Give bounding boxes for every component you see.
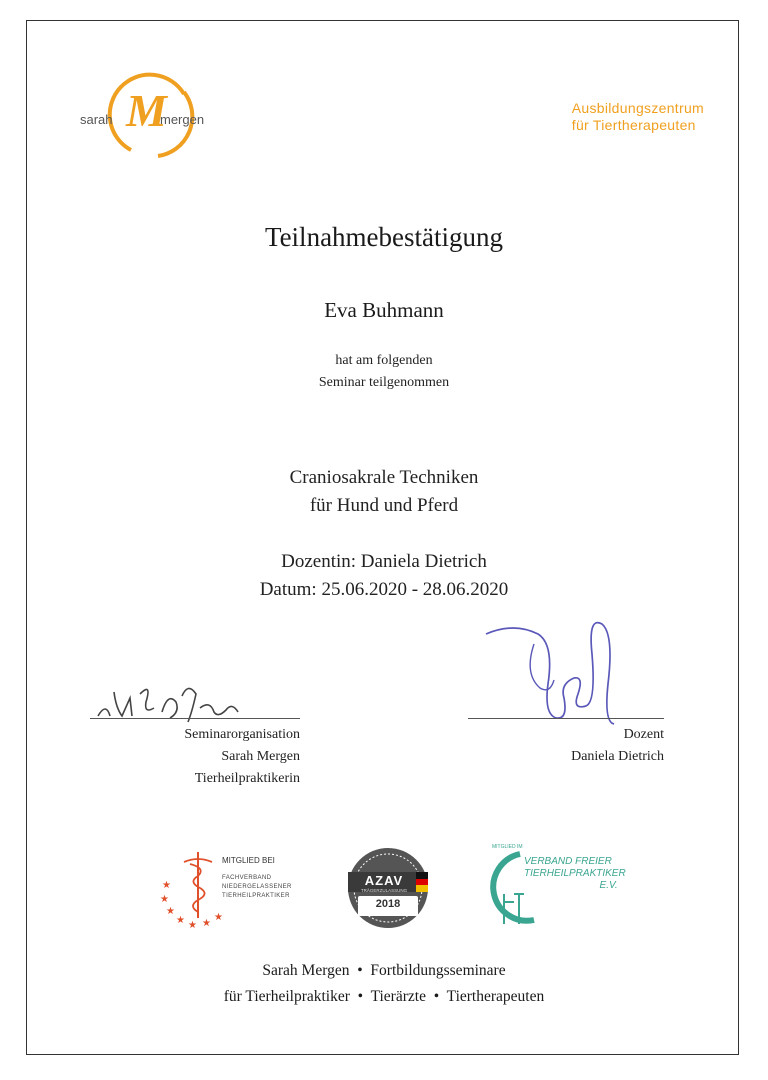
academy-name	[572, 100, 704, 134]
lecturer-name: Daniela Dietrich	[571, 749, 664, 764]
svg-text:★: ★	[214, 912, 223, 923]
organizer-signature	[92, 672, 302, 728]
sarah-mergen-logo	[76, 72, 226, 162]
course-details	[0, 548, 768, 604]
fnt-label: MITGLIED BEI	[222, 856, 275, 865]
footer-audience-3: Tiertherapeuten	[446, 988, 545, 1005]
azav-title: AZAV	[364, 873, 404, 888]
course-line-2: für Hund und Pferd	[309, 495, 459, 516]
participant-name: Eva Buhmann	[324, 298, 444, 322]
vft-line-1: VERBAND FREIER	[524, 856, 612, 867]
intro-text	[0, 350, 768, 394]
svg-text:★: ★	[166, 906, 175, 917]
organizer-block	[90, 724, 300, 790]
svg-text:★: ★	[160, 894, 169, 905]
logo-word-left: sarah	[80, 112, 113, 127]
footer-audience-1: für Tierheilpraktiker	[223, 988, 350, 1005]
organizer-signature-line	[90, 718, 300, 719]
organizer-title: Tierheilpraktikerin	[194, 771, 300, 786]
vft-membership-badge	[490, 844, 626, 930]
vft-line-3: E.V.	[599, 880, 618, 891]
footer-separator: •	[433, 988, 440, 1005]
academy-line-2: für Tiertherapeuten	[571, 117, 696, 133]
lecturer-signature	[484, 614, 634, 734]
fnt-membership-badge	[160, 848, 300, 932]
intro-line-1: hat am folgenden	[335, 353, 433, 368]
date-line: Datum: 25.06.2020 - 28.06.2020	[259, 579, 509, 600]
footer-separator: •	[357, 988, 364, 1005]
footer-seminars: Fortbildungsseminare	[370, 962, 506, 979]
svg-text:★: ★	[176, 915, 185, 926]
lecturer-line: Dozentin: Daniela Dietrich	[281, 551, 487, 572]
footer-audience-2: Tierärzte	[370, 988, 426, 1005]
vft-label: MITGLIED IM	[492, 844, 523, 850]
vft-line-2: TIERHEILPRAKTIKER	[524, 868, 626, 879]
fnt-name	[222, 874, 292, 901]
fnt-line-3: TIERHEILPRAKTIKER	[222, 893, 290, 899]
fnt-line-2: NIEDERGELASSENER	[222, 884, 292, 890]
lecturer-block	[468, 724, 664, 768]
logo-word-right: mergen	[160, 112, 205, 127]
azav-sub: TRÄGERZULASSUNG	[360, 888, 408, 893]
lecturer-signature-line	[468, 718, 664, 719]
organizer-name: Sarah Mergen	[221, 749, 300, 764]
fnt-line-1: FACHVERBAND	[222, 875, 272, 881]
academy-line-1: Ausbildungszentrum	[571, 100, 704, 116]
footer-separator: •	[357, 962, 363, 979]
svg-text:★: ★	[188, 920, 197, 931]
lecturer-role: Dozent	[623, 727, 664, 742]
logo-letter: M	[126, 85, 167, 136]
organizer-role: Seminarorganisation	[184, 727, 300, 742]
course-line-1: Craniosakrale Techniken	[289, 467, 479, 488]
azav-badge	[344, 846, 432, 930]
svg-text:★: ★	[202, 918, 211, 929]
footer-line-2	[0, 984, 768, 1010]
svg-text:★: ★	[162, 880, 171, 891]
footer	[0, 958, 768, 1010]
azav-year: 2018	[375, 898, 401, 910]
intro-line-2: Seminar teilgenommen	[318, 375, 450, 390]
footer-company: Sarah Mergen	[262, 962, 350, 979]
course-title	[0, 464, 768, 520]
vft-name	[524, 856, 626, 892]
certificate-title: Teilnahmebestätigung	[264, 222, 504, 252]
footer-line-1	[0, 958, 768, 984]
